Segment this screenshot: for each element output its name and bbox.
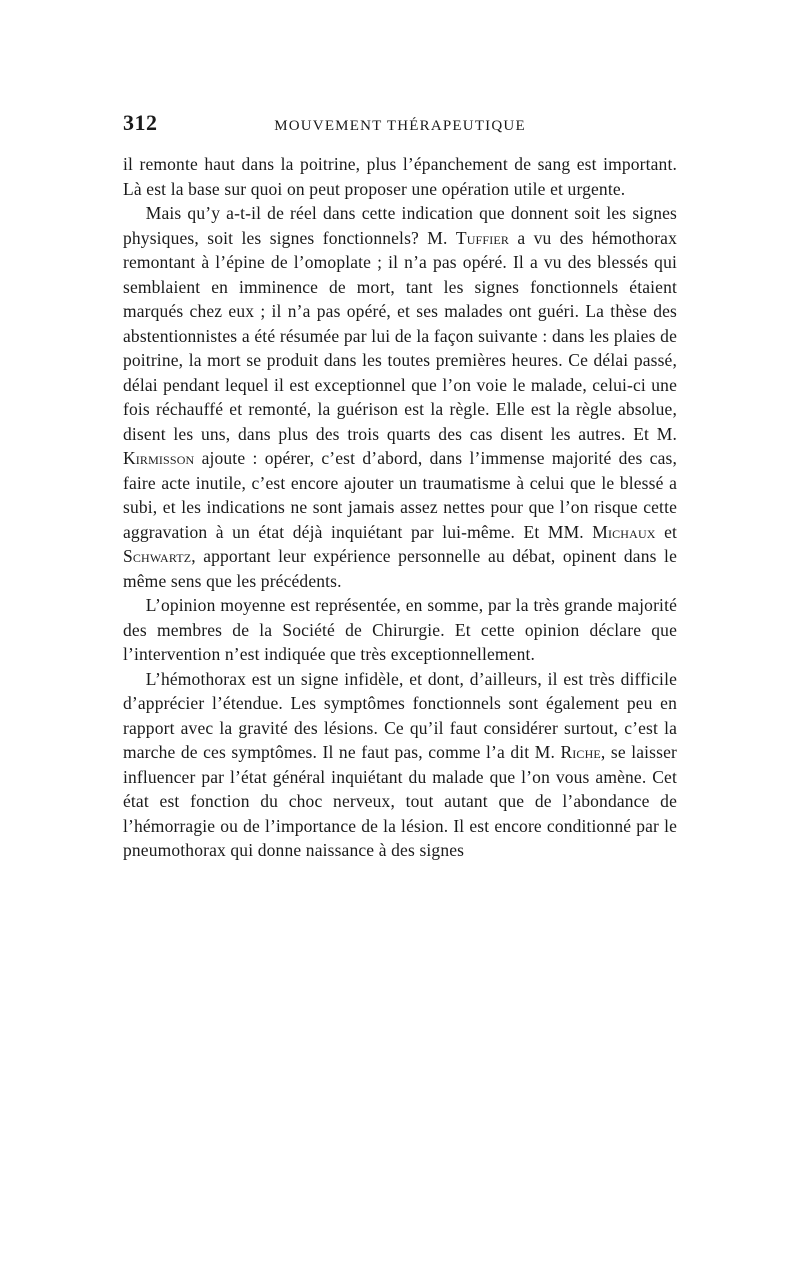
paragraph-text: ajoute : opérer, c’est d’abord, dans l’immense majorité des cas, faire acte inutile, c’est encore ajouter un traumatisme à celui que le blessé a subi, et les indications ne sont jamais assez nettes pour que l’on risque cette aggravation à un état déjà inquiétant par lui-même. Et MM. [123,448,677,542]
surname-michaux: Michaux [592,521,656,542]
running-head: MOUVEMENT THÉRAPEUTIQUE [274,118,526,134]
paragraph-1 [123,152,677,201]
paragraph-text: a vu des hémothorax remontant à l’épine de l’omoplate ; il n’a pas opéré. Il a vu des blessés qui semblaient en imminence de mort, tant les signes fonctionnels étaient marqués chez eux ; il n’a pas opéré, et ses malades ont guéri. La thèse des abstentionnistes a été résumée par lui de la façon suivante : dans les plaies de poitrine, la mort se produit dans les toutes premières heures. Ce délai passé, délai pendant lequel il est exceptionnel que l’on voie le malade, celui-ci une fois réchauffé et remonté, la guérison est la règle. Elle est la règle absolue, disent les uns, dans plus des trois quarts des cas disent les autres. Et M. [123,227,677,444]
page-number: 312 [123,110,158,135]
surname-schwartz: Schwartz [123,546,192,566]
surname-kirmisson: Kirmisson [123,448,195,468]
paragraph-text: L’hémothorax est un signe infidèle, et dont, d’ailleurs, il est très difficile d’apprécier l’étendue. Les symptômes fonctionnels sont également peu en rapport avec la gravité des lésions. Ce qu’il faut considérer surtout, c’est la marche de ces symptômes. Il ne faut pas, comme l’a dit M. [123,668,677,762]
paragraph-4 [123,667,677,863]
paragraph-text: et [655,521,677,542]
surname-riche: Riche [560,742,601,762]
page-header [123,110,677,140]
book-page [123,110,677,863]
body-text [123,152,677,863]
paragraph-text: il remonte haut dans la poitrine, plus l’épanchement de sang est important. Là est la base sur quoi on peut proposer une opération utile et urgente. [123,154,677,199]
paragraph-text: , se laisser influencer par l’état général inquiétant du malade que l’on vous amène. Cet état est fonction du choc nerveux, tout autant que de l’abondance de l’hémorragie ou de l’importance de la lésion. Il est encore conditionné par le pneumothorax qui donne naissance à des signes [123,742,677,860]
paragraph-3 [123,593,677,667]
paragraph-text: Mais qu’y a-t-il de réel dans cette indication que donnent soit les signes physiques, soit les signes fonctionnels? M. [123,203,677,248]
paragraph-text: , apportant leur expérience personnelle au débat, opinent dans le même sens que les précédents. [123,546,677,591]
paragraph-text: L’opinion moyenne est représentée, en somme, par la très grande majorité des membres de la Société de Chirurgie. Et cette opinion déclare que l’intervention n’est indiquée que très exceptionnellement. [123,595,677,664]
surname-tuffier: Tuffier [455,227,509,248]
paragraph-2 [123,201,677,593]
